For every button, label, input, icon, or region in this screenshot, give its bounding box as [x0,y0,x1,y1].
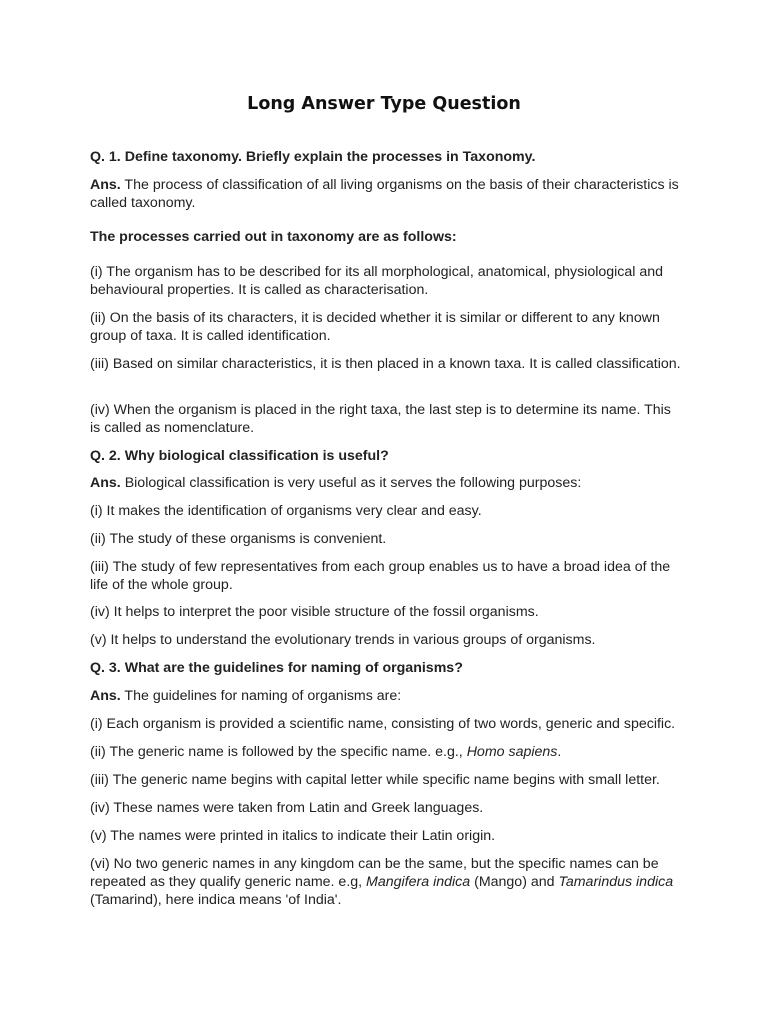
processes-subheading: The processes carried out in taxonomy are as follows: [90,229,457,245]
list-item: (v) It helps to understand the evolutionary trends in various groups of organisms. [90,632,596,648]
list-item: (iv) It helps to interpret the poor visible structure of the fossil organisms. [90,604,539,620]
question-3: Q. 3. What are the guidelines for naming of organisms? [90,660,463,676]
ans-label: Ans. [90,688,121,704]
answer-1-text: The process of classification of all living organisms on the basis of their characteristics is called taxonomy. [90,177,679,211]
question-2: Q. 2. Why biological classification is useful? [90,448,389,464]
list-item: (v) The names were printed in italics to indicate their Latin origin. [90,828,496,844]
point-text: (Tamarind), here indica means 'of India'. [90,892,342,908]
list-item: (ii) On the basis of its characters, it is decided whether it is similar or different to any known group of taxa. It is called identification. [90,310,660,344]
list-item: (iv) These names were taken from Latin and Greek languages. [90,800,484,816]
question-1: Q. 1. Define taxonomy. Briefly explain the processes in Taxonomy. [90,149,536,165]
list-item: (iv) When the organism is placed in the right taxa, the last step is to determine its name. This is called as nomenclature. [90,402,671,436]
ans-label: Ans. [90,177,121,193]
species-name: Homo sapiens [466,744,558,760]
list-item: (i) It makes the identification of organisms very clear and easy. [90,503,482,519]
answer-3-text: The guidelines for naming of organisms are: [120,688,402,704]
species-name: Tamarindus indica [558,874,674,890]
list-item: (ii) The study of these organisms is convenient. [90,531,387,547]
list-item [90,855,682,909]
point-text: . [557,744,562,760]
list-item: (iii) The generic name begins with capital letter while specific name begins with small letter. [90,772,660,788]
answer-1 [90,176,682,212]
answer-2 [90,474,682,492]
species-name: Mangifera indica [366,874,471,890]
answer-3 [90,687,682,705]
list-item: (iii) Based on similar characteristics, it is then placed in a known taxa. It is called classification. [90,356,681,372]
list-item: (i) Each organism is provided a scientific name, consisting of two words, generic and specific. [90,716,676,732]
list-item: (iii) The study of few representatives from each group enables us to have a broad idea of the life of the whole group. [90,559,671,593]
page-title: Long Answer Type Question [247,94,521,114]
ans-label: Ans. [90,475,121,491]
list-item [90,743,682,761]
point-text: (Mango) and [470,874,559,890]
point-text: (ii) The generic name is followed by the specific name. e.g., [90,744,467,760]
answer-2-text: Biological classification is very useful as it serves the following purposes: [120,475,582,491]
list-item: (i) The organism has to be described for its all morphological, anatomical, physiological and behavioural properties. It is called as characterisation. [90,264,664,298]
point-text: (vi) No two generic names in any kingdom can be the same, but the specific names can be repeated as they qualify generic name. e.g, [90,856,659,890]
